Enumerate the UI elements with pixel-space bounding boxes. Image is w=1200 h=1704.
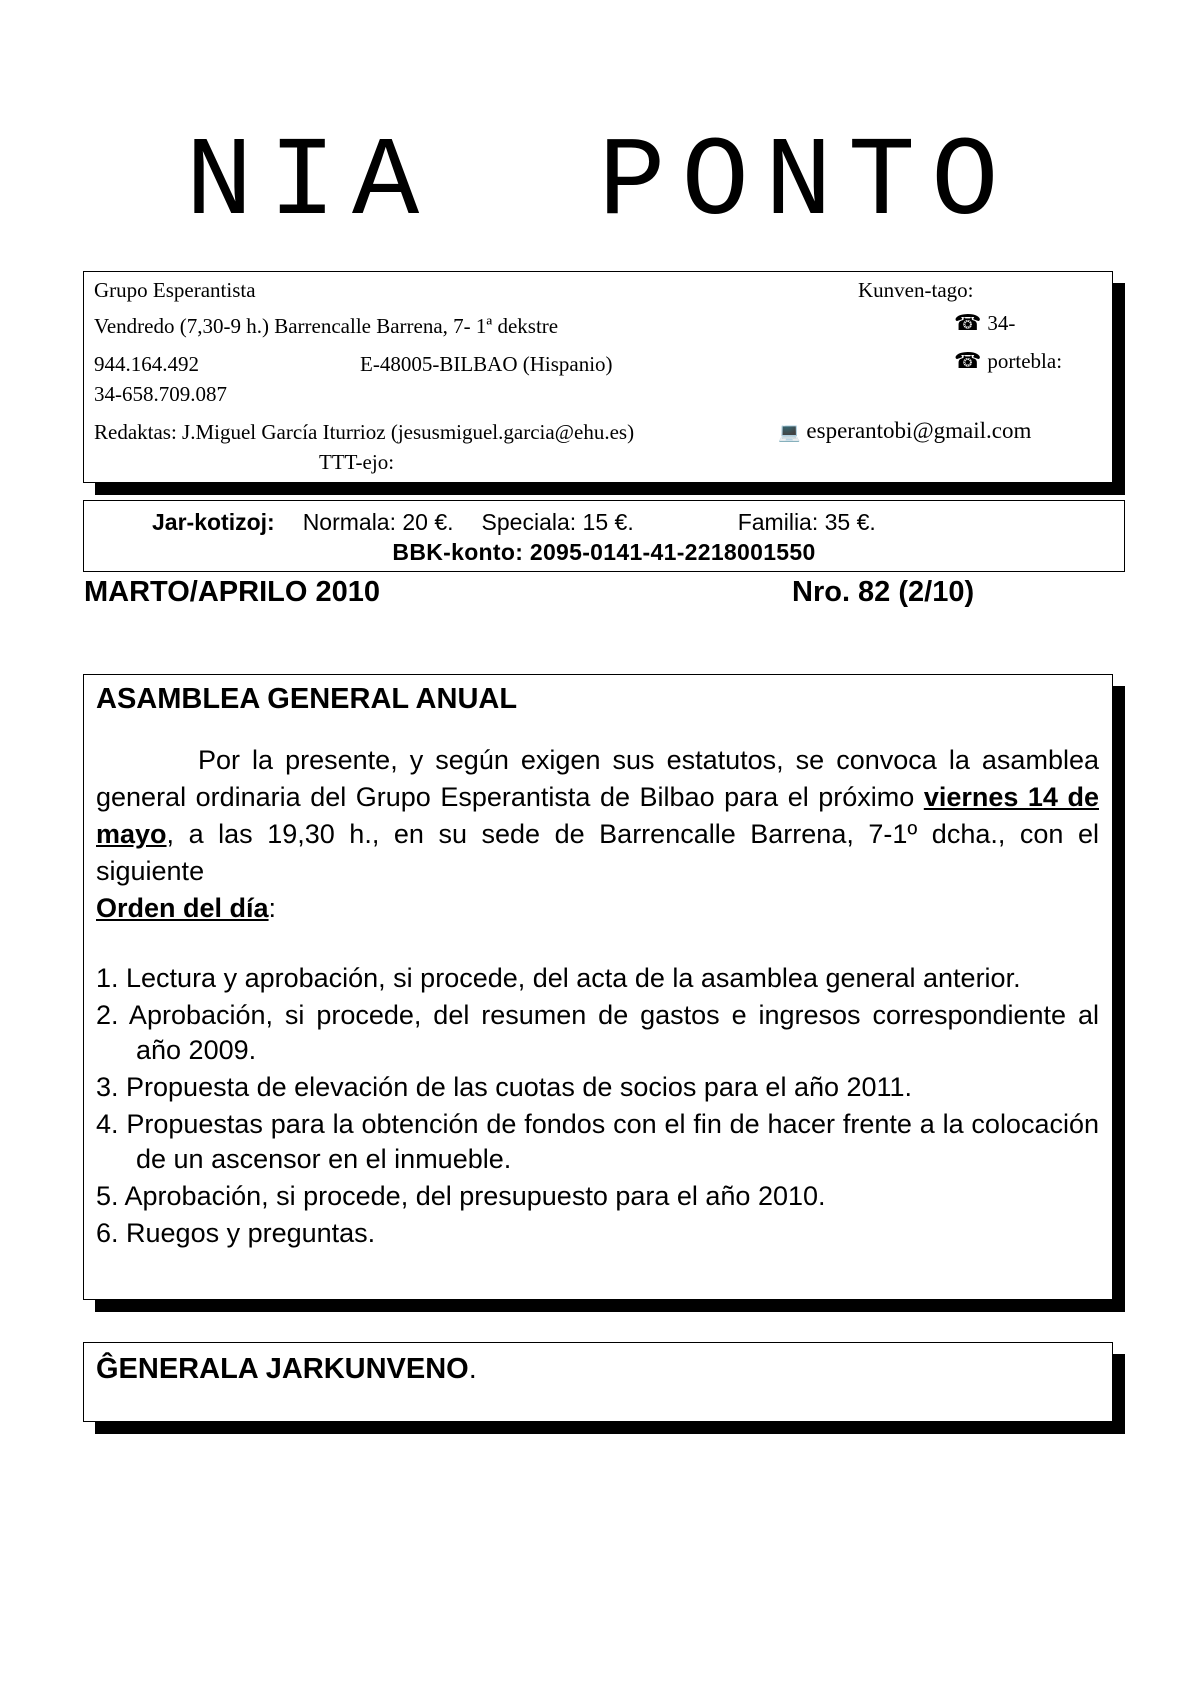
mobile-number: 34-658.709.087	[94, 382, 227, 406]
mobile-label: portebla:	[987, 349, 1063, 373]
masthead-word-2: PONTO	[598, 120, 1015, 247]
agenda-item: 2. Aprobación, si procede, del resumen de gastos e ingresos correspondiente al año 2009.	[96, 1000, 1099, 1065]
assembly-intro	[96, 742, 1099, 927]
assembly-box	[83, 674, 1113, 1300]
issue-date: MARTO/APRILO 2010	[84, 576, 380, 608]
phone-number: 944.164.492	[94, 352, 199, 376]
fees-line	[152, 509, 876, 536]
computer-icon: 💻	[778, 422, 801, 442]
fees-box	[83, 500, 1125, 572]
masthead-title	[0, 120, 1200, 247]
generala-punct: .	[468, 1353, 477, 1385]
email-address: esperantobi@gmail.com	[806, 418, 1032, 443]
assembly-title: ASAMBLEA GENERAL ANUAL	[96, 683, 518, 715]
fee-family: Familia: 35 €.	[737, 509, 876, 535]
intro-text-1: Por la presente, y según exigen sus estatutos, se convoca la asamblea general ordinaria del Grupo Esperantista de Bilbao para el próximo	[96, 745, 1099, 812]
agenda-item: 1. Lectura y aprobación, si procede, del acta de la asamblea general anterior.	[96, 963, 1021, 993]
postal-address: E-48005-BILBAO (Hispanio)	[360, 352, 613, 376]
orden-colon: :	[268, 893, 277, 923]
mobile-line	[954, 348, 1062, 374]
issue-number: Nro. 82 (2/10)	[792, 576, 975, 608]
generala-heading	[96, 1353, 477, 1386]
orden-label: Orden del día	[96, 893, 269, 923]
generala-box	[83, 1342, 1113, 1422]
agenda-item: 4. Propuestas para la obtención de fondos con el fin de hacer frente a la colocación de un ascensor en el inmueble.	[96, 1109, 1099, 1174]
phone-prefix: 34-	[987, 311, 1016, 335]
masthead-word-1: NIA	[185, 120, 436, 247]
meeting-label: Kunven-tago:	[858, 278, 974, 302]
phone-line	[954, 310, 1015, 336]
fee-normal: Normala: 20 €.	[302, 509, 454, 535]
phone-icon: ☎	[954, 348, 982, 373]
generala-title: ĜENERALA JARKUNVENO	[96, 1353, 469, 1385]
group-name: Grupo Esperantista	[94, 278, 256, 302]
email-line	[778, 418, 1031, 444]
agenda-item: 6. Ruegos y preguntas.	[96, 1218, 376, 1248]
meeting-date: viernes 14 de mayo	[96, 782, 1099, 849]
info-box	[83, 271, 1113, 483]
editor-line: Redaktas: J.Miguel García Iturrioz (jesusmiguel.garcia@ehu.es)	[94, 420, 635, 444]
schedule-address: Vendredo (7,30-9 h.) Barrencalle Barrena, 7- 1ª dekstre	[94, 314, 559, 338]
fees-label: Jar-kotizoj:	[152, 509, 275, 535]
bank-account: BBK-konto: 2095-0141-41-2218001550	[392, 539, 816, 565]
phone-icon: ☎	[954, 310, 982, 335]
intro-text-2: , a las 19,30 h., en su sede de Barrencalle Barrena, 7-1º dcha., con el siguiente	[96, 819, 1099, 886]
agenda-item: 3. Propuesta de elevación de las cuotas de socios para el año 2011.	[96, 1072, 913, 1102]
agenda-item: 5. Aprobación, si procede, del presupuesto para el año 2010.	[96, 1181, 826, 1211]
agenda-list	[96, 961, 1099, 1251]
fee-special: Speciala: 15 €.	[481, 509, 634, 535]
website-label: TTT-ejo:	[319, 450, 395, 474]
